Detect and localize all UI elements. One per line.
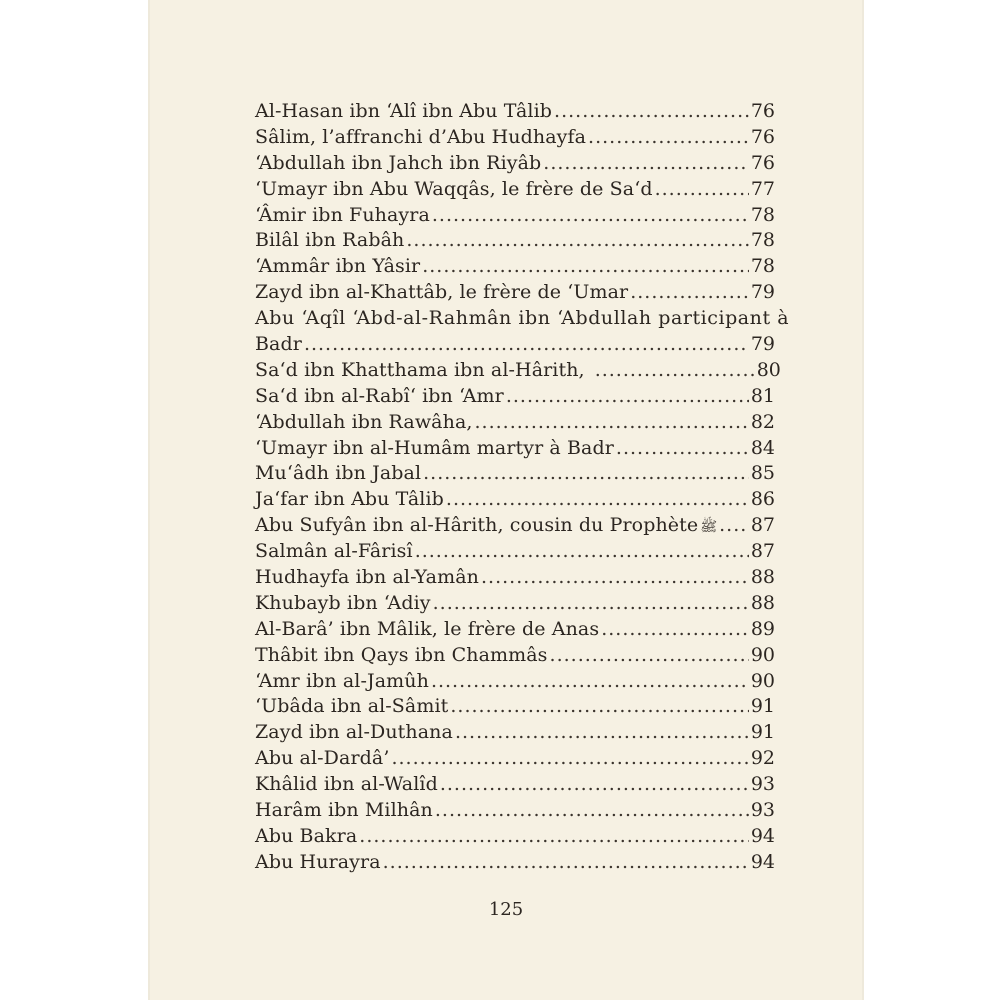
toc-entry-title: Mu‘âdh ibn Jabal (255, 462, 422, 485)
toc-entry-page: 92 (750, 747, 775, 770)
toc-entry-page: 79 (750, 281, 775, 304)
toc-entry-title: Abu al-Dardâ’ (255, 747, 390, 770)
dot-leader (423, 461, 749, 487)
toc-entry-title: ‘Ubâda ibn al-Sâmit (255, 695, 449, 718)
toc-entry-title: Harâm ibn Milhân (255, 799, 433, 822)
toc-entry-page: 78 (750, 255, 775, 278)
table-of-contents (255, 99, 926, 876)
toc-entry-title: Badr (255, 333, 302, 356)
toc-entry (255, 410, 775, 436)
salutation-ornament-icon: ﷺ (700, 519, 718, 536)
toc-entry-page: 87 (750, 540, 775, 563)
toc-entry-title (255, 513, 717, 541)
toc-entry-page: 88 (750, 591, 775, 614)
dot-leader (601, 617, 749, 643)
dot-leader (481, 565, 749, 591)
toc-entry-title: ‘Abdullah ibn Rawâha, (255, 410, 473, 433)
toc-entry-page: 77 (750, 177, 775, 200)
toc-entry-page: 94 (750, 850, 775, 873)
toc-entry-page: 90 (750, 643, 775, 666)
toc-entry-title: ‘Umayr ibn al-Humâm martyr à Badr (255, 436, 614, 459)
toc-entry-page: 91 (750, 695, 775, 718)
toc-entry (255, 203, 775, 229)
dot-leader (435, 798, 749, 824)
toc-entry-title: Hudhayfa ibn al-Yamân (255, 566, 479, 589)
dot-leader (655, 177, 749, 203)
toc-entry-title: Abu Bakra (255, 824, 358, 847)
toc-entry (255, 643, 775, 669)
toc-entry (255, 539, 775, 565)
toc-entry-page: 80 (756, 358, 781, 381)
toc-entry-title: ‘Ammâr ibn Yâsir (255, 255, 421, 278)
toc-entry-title: Al-Barâ’ ibn Mâlik, le frère de Anas (255, 617, 600, 640)
toc-entry (255, 617, 775, 643)
toc-entry-page: 86 (750, 488, 775, 511)
dot-leader (630, 280, 749, 306)
toc-entry-page: 79 (750, 333, 775, 356)
dot-leader (455, 720, 749, 746)
dot-leader (595, 358, 755, 384)
toc-entry (255, 384, 775, 410)
dot-leader (406, 228, 748, 254)
toc-entry-title: Zayd ibn al-Khattâb, le frère de ‘Umar (255, 281, 629, 304)
toc-entry (255, 772, 775, 798)
toc-entry-title: Al-Hasan ibn ‘Alî ibn Abu Tâlib (255, 100, 553, 122)
dot-leader (422, 254, 749, 280)
dot-leader (554, 99, 749, 125)
toc-entry-page: 91 (750, 721, 775, 744)
toc-entry-title: Sa‘d ibn Khatthama ibn al-Hârith, (255, 358, 585, 381)
toc-entry (255, 824, 775, 850)
toc-entry-page: 90 (750, 669, 775, 692)
toc-entry-page: 76 (750, 100, 775, 122)
toc-entry-title: Abu ‘Aqîl ‘Abd-al-Rahmân ibn ‘Abdullah participant à (255, 307, 790, 330)
dot-leader (506, 384, 749, 410)
dot-leader (359, 824, 749, 850)
toc-entry-title-text: Abu Sufyân ibn al-Hârith, cousin du Prophète (255, 514, 699, 537)
toc-entry-title: Khubayb ibn ‘Adiy (255, 591, 431, 614)
toc-entry-title: Zayd ibn al-Duthana (255, 721, 453, 744)
toc-entry (255, 358, 781, 384)
toc-entry (255, 746, 775, 772)
toc-entry-page: 87 (750, 514, 775, 537)
toc-entry-title: Sâlim, l’affranchi d’Abu Hudhayfa (255, 125, 587, 148)
toc-entry-page: 78 (750, 203, 775, 226)
toc-entry (255, 461, 775, 487)
toc-entry (255, 254, 775, 280)
toc-entry (255, 436, 775, 462)
toc-entry (255, 151, 775, 177)
dot-leader (440, 772, 749, 798)
toc-entry (255, 125, 775, 151)
dot-leader (304, 332, 749, 358)
toc-entry-page: 89 (750, 617, 775, 640)
toc-entry (255, 228, 775, 254)
dot-leader (383, 850, 749, 876)
toc-entry-page: 78 (750, 229, 775, 252)
page-number: 125 (488, 899, 524, 920)
toc-entry (255, 177, 775, 203)
toc-entry-title: Sa‘d ibn al-Rabî‘ ibn ‘Amr (255, 384, 504, 407)
toc-entry-page: 82 (750, 410, 775, 433)
dot-leader (432, 203, 749, 229)
toc-entry-wrapped (255, 306, 790, 332)
dot-leader (433, 591, 749, 617)
toc-entry-title: Abu Hurayra (255, 850, 381, 873)
toc-entry (255, 669, 775, 695)
toc-entry-page: 76 (750, 125, 775, 148)
toc-entry-page: 94 (750, 824, 775, 847)
toc-entry (255, 694, 775, 720)
dot-leader (550, 643, 749, 669)
toc-entry-title: Ja‘far ibn Abu Tâlib (255, 488, 444, 511)
dot-leader (391, 746, 748, 772)
toc-entry-page: 85 (750, 462, 775, 485)
toc-entry (255, 850, 775, 876)
toc-entry-title: ‘Abdullah ibn Jahch ibn Riyâb (255, 151, 542, 174)
dot-leader (450, 694, 748, 720)
toc-entry-title: Khâlid ibn al-Walîd (255, 773, 438, 796)
dot-leader (588, 125, 749, 151)
toc-entry (255, 591, 775, 617)
toc-entry-page: 93 (750, 799, 775, 822)
toc-entry-title: Salmân al-Fârisî (255, 540, 413, 563)
dot-leader (616, 436, 749, 462)
toc-entry (255, 332, 775, 358)
toc-entry (255, 513, 775, 539)
dot-leader (446, 487, 749, 513)
toc-entry (255, 280, 775, 306)
toc-entry-title: ‘Âmir ibn Fuhayra (255, 203, 430, 226)
dot-leader (475, 410, 749, 436)
dot-leader (543, 151, 749, 177)
toc-entry-title: Bilâl ibn Rabâh (255, 229, 405, 252)
dot-leader (719, 513, 749, 539)
toc-entry-title: ‘Umayr ibn Abu Waqqâs, le frère de Sa‘d (255, 177, 653, 200)
toc-entry (255, 565, 775, 591)
toc-entry (255, 487, 775, 513)
dot-leader (415, 539, 749, 565)
toc-entry-title: ‘Amr ibn al-Jamûh (255, 669, 429, 692)
toc-entry-page: 81 (750, 384, 775, 407)
toc-entry-page: 84 (750, 436, 775, 459)
book-page (148, 0, 864, 1000)
toc-entry (255, 99, 775, 125)
toc-entry-title: Thâbit ibn Qays ibn Chammâs (255, 643, 548, 666)
dot-leader (431, 669, 749, 695)
toc-entry-page: 88 (750, 566, 775, 589)
toc-entry-page: 76 (750, 151, 775, 174)
toc-entry-page: 93 (750, 773, 775, 796)
toc-entry (255, 798, 775, 824)
toc-entry (255, 720, 775, 746)
